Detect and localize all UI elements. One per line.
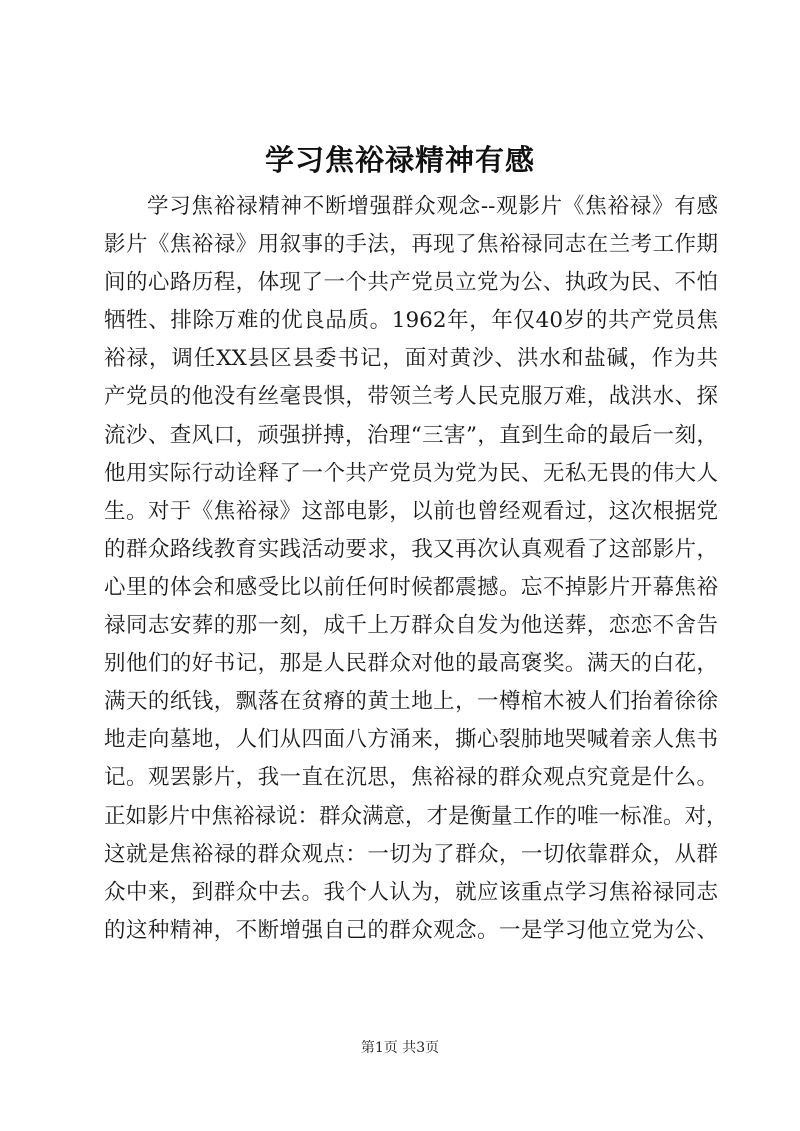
body-line: 他用实际行动诠释了一个共产党员为党为民、无私无畏的伟大人: [104, 460, 718, 486]
body-line: 众中来，到群众中去。我个人认为，就应该重点学习焦裕禄同志: [104, 879, 718, 905]
body-line: 间的心路历程，体现了一个共产党员立党为公、执政为民、不怕: [104, 270, 718, 296]
body-line: 禄同志安葬的那一刻，成千上万群众自发为他送葬，恋恋不舍告: [104, 613, 718, 639]
body-line: 裕禄，调任XX县区县委书记，面对黄沙、洪水和盐碱，作为共: [104, 346, 718, 372]
body-line: 的这种精神，不断增强自己的群众观念。一是学习他立党为公、: [104, 917, 718, 943]
body-line: 牺牲、排除万难的优良品质。1962年，年仅40岁的共产党员焦: [104, 308, 718, 334]
body-line: 满天的纸钱，飘落在贫瘠的黄土地上，一樽棺木被人们抬着徐徐: [104, 689, 718, 715]
body-line: 地走向墓地，人们从四面八方涌来，撕心裂肺地哭喊着亲人焦书: [104, 727, 718, 753]
body-line: 影片《焦裕禄》用叙事的手法，再现了焦裕禄同志在兰考工作期: [104, 232, 718, 258]
body-line: 产党员的他没有丝毫畏惧，带领兰考人民克服万难，战洪水、探: [104, 384, 718, 410]
page-number-footer: 第1页 共3页: [360, 1040, 440, 1056]
body-line: 正如影片中焦裕禄说：群众满意，才是衡量工作的唯一标准。对，: [104, 803, 728, 829]
body-line: 这就是焦裕禄的群众观点：一切为了群众，一切依靠群众，从群: [104, 841, 718, 867]
body-line: 别他们的好书记，那是人民群众对他的最高褒奖。满天的白花，: [104, 651, 718, 677]
body-line: 学习焦裕禄精神不断增强群众观念--观影片《焦裕禄》有感: [147, 194, 718, 219]
body-line: 流沙、查风口，顽强拼搏，治理“三害”，直到生命的最后一刻，: [104, 422, 718, 448]
body-line: 心里的体会和感受比以前任何时候都震撼。忘不掉影片开幕焦裕: [104, 574, 718, 600]
body-line: 生。对于《焦裕禄》这部电影，以前也曾经观看过，这次根据党: [104, 498, 718, 524]
body-line: 的群众路线教育实践活动要求，我又再次认真观看了这部影片，: [104, 536, 718, 562]
document-body: [104, 188, 728, 950]
document-title: 学习焦裕禄精神有感: [264, 143, 535, 177]
body-line: 记。观罢影片，我一直在沉思，焦裕禄的群众观点究竟是什么。: [104, 765, 718, 791]
